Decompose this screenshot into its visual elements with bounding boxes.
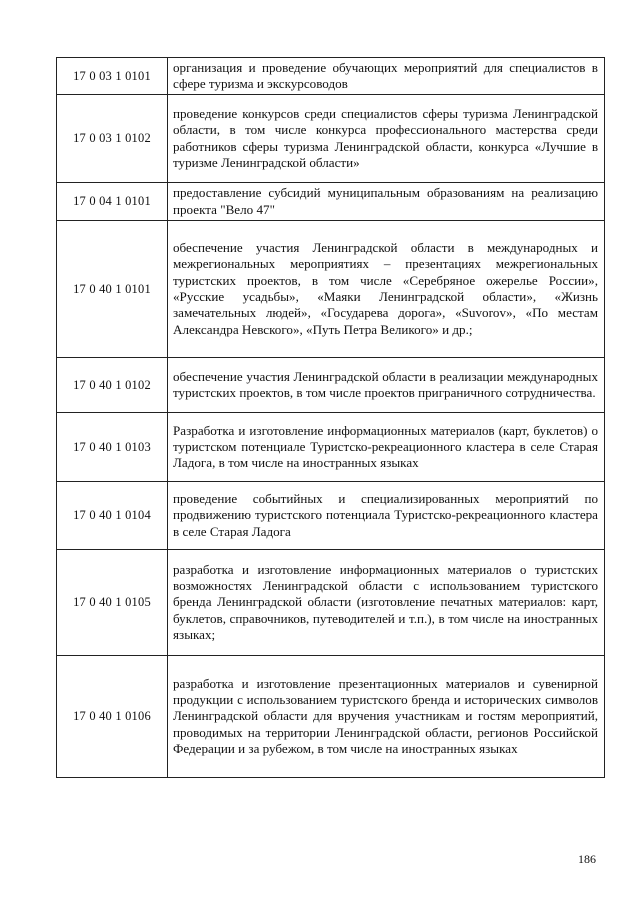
- description-cell: Разработка и изготовление информационных материалов (карт, буклетов) о туристском потенциале Туристско-рекреационного кластера в селе Старая Ладога, в том числе на иностранных языках: [168, 413, 605, 482]
- table-row: [57, 58, 605, 95]
- description-cell: предоставление субсидий муниципальным образованиям на реализацию проекта "Вело 47": [168, 183, 605, 221]
- table-row: [57, 221, 605, 358]
- table-row: [57, 95, 605, 183]
- code-cell: 17 0 40 1 0102: [57, 358, 168, 413]
- description-cell: организация и проведение обучающих мероприятий для специалистов в сфере туризма и экскурсоводов: [168, 58, 605, 95]
- table-row: [57, 413, 605, 482]
- budget-code-table: [56, 57, 605, 778]
- code-cell: 17 0 40 1 0106: [57, 656, 168, 778]
- page-number: 186: [578, 852, 596, 866]
- table-row: [57, 656, 605, 778]
- table-row: [57, 550, 605, 656]
- code-cell: 17 0 03 1 0101: [57, 58, 168, 95]
- code-cell: 17 0 40 1 0105: [57, 550, 168, 656]
- description-cell: разработка и изготовление информационных материалов о туристских возможностях Ленинградской области с использованием туристского бренда Ленинградской области (изготовление печатных материалов: карт, буклетов, справочников, путеводителей и т.п.), в том числе на иностранных языках;: [168, 550, 605, 656]
- description-cell: проведение событийных и специализированных мероприятий по продвижению туристского потенциала Туристско-рекреационного кластера в селе Старая Ладога: [168, 482, 605, 550]
- description-cell: обеспечение участия Ленинградской области в реализации международных туристских проектов, в том числе проектов приграничного сотрудничества.: [168, 358, 605, 413]
- table-row: [57, 358, 605, 413]
- description-cell: разработка и изготовление презентационных материалов и сувенирной продукции с использованием туристского бренда и исторических символов Ленинградской области для вручения участникам и гостям мероприятий, проводимых на территории Ленинградской области, регионов Российской Федерации и за рубежом, в том числе на иностранных языках: [168, 656, 605, 778]
- code-cell: 17 0 40 1 0104: [57, 482, 168, 550]
- code-cell: 17 0 40 1 0101: [57, 221, 168, 358]
- code-cell: 17 0 04 1 0101: [57, 183, 168, 221]
- description-cell: проведение конкурсов среди специалистов сферы туризма Ленинградской области, в том числе конкурса профессионального мастерства среди работников сферы туризма Ленинградской области, конкурса «Лучшие в туризме Ленинградской области»: [168, 95, 605, 183]
- table-row: [57, 482, 605, 550]
- code-cell: 17 0 40 1 0103: [57, 413, 168, 482]
- code-cell: 17 0 03 1 0102: [57, 95, 168, 183]
- table-row: [57, 183, 605, 221]
- description-cell: обеспечение участия Ленинградской области в международных и межрегиональных мероприятиях – презентациях межрегиональных туристских проектов, в том числе «Серебряное ожерелье России», «Русские усадьбы», «Маяки Ленинградской области», «Жизнь замечательных людей», «Государева дорога», «Suvorov», «По местам Александра Невского», «Путь Петра Великого» и др.;: [168, 221, 605, 358]
